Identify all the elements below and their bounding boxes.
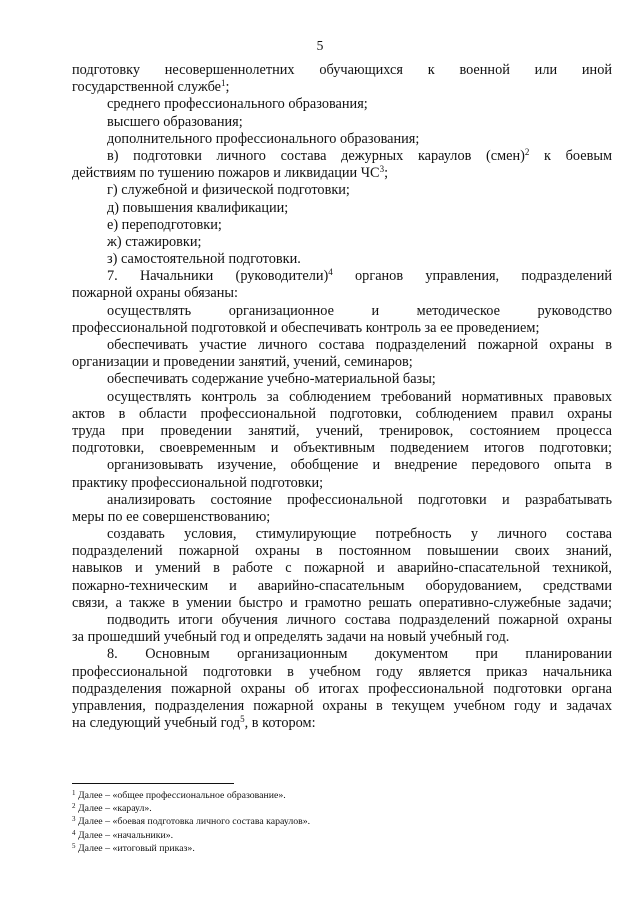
- text-line: [72, 354, 612, 371]
- text-line: [72, 612, 612, 629]
- text-line-content: анализировать состояние профессиональной подготовки и разрабатывать: [107, 491, 612, 508]
- text-line: [72, 646, 612, 663]
- text-line-content: подготовки, своевременным и объективным подведением итогов подготовки;: [72, 440, 612, 457]
- text-line: [72, 337, 612, 354]
- text-line-content: ж) стажировки;: [107, 233, 202, 250]
- text-line-content: осуществлять контроль за соблюдением требований нормативных правовых: [107, 388, 612, 405]
- text-line: [72, 268, 612, 285]
- text-line-content: 8. Основным организационным документом при планировании: [107, 646, 612, 663]
- footnote-text: Далее – «караул».: [75, 803, 152, 815]
- text-line: [72, 200, 612, 217]
- text-line-content: г) служебной и физической подготовки;: [107, 182, 350, 199]
- footnote: [72, 789, 612, 802]
- text-line-tail: ;: [384, 165, 389, 182]
- text-line-content: подготовку несовершеннолетних обучающихся к военной или иной: [72, 62, 612, 78]
- text-line-content: подводить итоги обучения личного состава подразделений пожарной охраны: [107, 612, 612, 628]
- text-line: [72, 715, 612, 732]
- text-line-content: 7. Начальники (руководители): [107, 268, 329, 285]
- footnote: [72, 802, 612, 815]
- text-line-content: актов в области профессиональной подготовки, соблюдением правил охраны: [72, 405, 612, 422]
- page-number: 5: [316, 38, 324, 53]
- text-line: [72, 62, 612, 79]
- text-line-content: пожарной охраны обязаны:: [72, 285, 238, 302]
- text-line: [72, 595, 612, 612]
- text-line: [72, 629, 612, 646]
- text-line: [72, 303, 612, 320]
- text-line: [72, 285, 612, 302]
- text-line-content: организации и проведении занятий, учений, семинаров;: [72, 354, 413, 371]
- text-line: [72, 423, 612, 440]
- text-line-content: обеспечивать участие личного состава подразделений пожарной охраны в: [107, 337, 612, 353]
- footnote-text: Далее – «итоговый приказ».: [75, 842, 195, 854]
- text-line-content: меры по ее совершенствованию;: [72, 508, 271, 525]
- text-line-content: з) самостоятельной подготовки.: [107, 251, 301, 268]
- footnote-text: Далее – «боевая подготовка личного состава караулов».: [75, 816, 311, 828]
- text-line: [72, 371, 612, 388]
- body-text: [72, 62, 612, 732]
- footnote-ref: 3: [379, 164, 385, 175]
- footnote-number: 3: [72, 815, 76, 824]
- footnote: [72, 815, 612, 828]
- text-line: [72, 148, 612, 165]
- text-line-tail: органов управления, подразделений: [332, 268, 612, 285]
- footnote: [72, 829, 612, 842]
- text-line-content: дополнительного профессионального образования;: [107, 130, 420, 147]
- text-line-content: государственной службе: [72, 79, 222, 96]
- text-line: [72, 492, 612, 509]
- text-line: [72, 131, 612, 148]
- footnote-text: Далее – «общее профессиональное образование».: [75, 790, 286, 801]
- text-line: [72, 234, 612, 251]
- text-line: [72, 165, 612, 182]
- footnote-ref: 2: [524, 146, 530, 157]
- footnote-number: 1: [72, 789, 76, 797]
- text-line: [72, 389, 612, 406]
- text-line-content: высшего образования;: [107, 113, 243, 130]
- text-line-content: создавать условия, стимулирующие потребность у личного состава: [107, 526, 612, 543]
- text-line: [72, 251, 612, 268]
- text-line: [72, 182, 612, 199]
- text-line-content: д) повышения квалификации;: [107, 199, 289, 216]
- text-line-content: на следующий учебный год: [72, 715, 241, 732]
- text-line: [72, 217, 612, 234]
- text-line-content: подразделения пожарной охраны об итогах профессиональной подготовки органа: [72, 680, 612, 697]
- text-line: [72, 664, 612, 681]
- footnote: [72, 842, 612, 855]
- text-line: [72, 509, 612, 526]
- text-line: [72, 578, 612, 595]
- text-line: [72, 440, 612, 457]
- text-line: [72, 79, 612, 96]
- footnote-number: 5: [72, 841, 76, 850]
- footnote-ref: 5: [240, 714, 245, 725]
- text-line-tail: , в котором:: [244, 715, 316, 732]
- text-line-tail: ;: [225, 79, 230, 96]
- text-line-content: е) переподготовки;: [107, 216, 222, 233]
- text-line-content: навыков и умений в работе с пожарной и аварийно-спасательной техникой,: [72, 560, 612, 577]
- footnote-divider: [72, 783, 234, 784]
- text-line-content: практику профессиональной подготовки;: [72, 474, 324, 491]
- text-line-content: в) подготовки личного состава дежурных караулов (смен): [107, 147, 525, 164]
- text-line: [72, 406, 612, 423]
- text-line-content: за прошедший учебный год и определять задачи на новый учебный год.: [72, 629, 510, 646]
- text-line: [72, 114, 612, 131]
- footnotes: [72, 789, 612, 855]
- text-line: [72, 560, 612, 577]
- text-line-content: действиям по тушению пожаров и ликвидации ЧС: [72, 165, 380, 182]
- footnote-text: Далее – «начальники».: [75, 829, 174, 841]
- footnote-number: 2: [72, 802, 76, 811]
- text-line: [72, 681, 612, 698]
- text-line-content: среднего профессионального образования;: [107, 96, 368, 113]
- text-line: [72, 698, 612, 715]
- text-line-content: управления, подразделения пожарной охраны в текущем учебном году и задачах: [72, 697, 612, 714]
- text-line-content: профессиональной подготовкой и обеспечивать контроль за ее проведением;: [72, 319, 540, 336]
- text-line-content: связи, а также в умении быстро и грамотно решать оперативно-служебные задачи;: [72, 594, 612, 611]
- text-line-content: подразделений пожарной охраны в постоянном повышении своих знаний,: [72, 543, 612, 560]
- text-line-content: пожарно-техническим и аварийно-спасательным оборудованием, средствами: [72, 577, 612, 594]
- text-line-content: обеспечивать содержание учебно-материальной базы;: [107, 371, 436, 388]
- text-line: [72, 475, 612, 492]
- footnote-ref: 1: [221, 78, 226, 89]
- text-line: [72, 320, 612, 337]
- text-line-content: организовывать изучение, обобщение и внедрение передового опыта в: [107, 457, 612, 474]
- text-line-tail: к боевым: [529, 147, 612, 164]
- footnote-number: 4: [72, 828, 76, 837]
- text-line-content: осуществлять организационное и методическое руководство: [107, 302, 612, 319]
- footnote-ref: 4: [328, 267, 333, 278]
- text-line-content: профессиональной подготовки в учебном году является приказ начальника: [72, 663, 612, 680]
- text-line-content: труда при проведении занятий, учений, тренировок, состоянием процесса: [72, 422, 612, 439]
- text-line: [72, 543, 612, 560]
- text-line: [72, 96, 612, 113]
- text-line: [72, 526, 612, 543]
- text-line: [72, 457, 612, 474]
